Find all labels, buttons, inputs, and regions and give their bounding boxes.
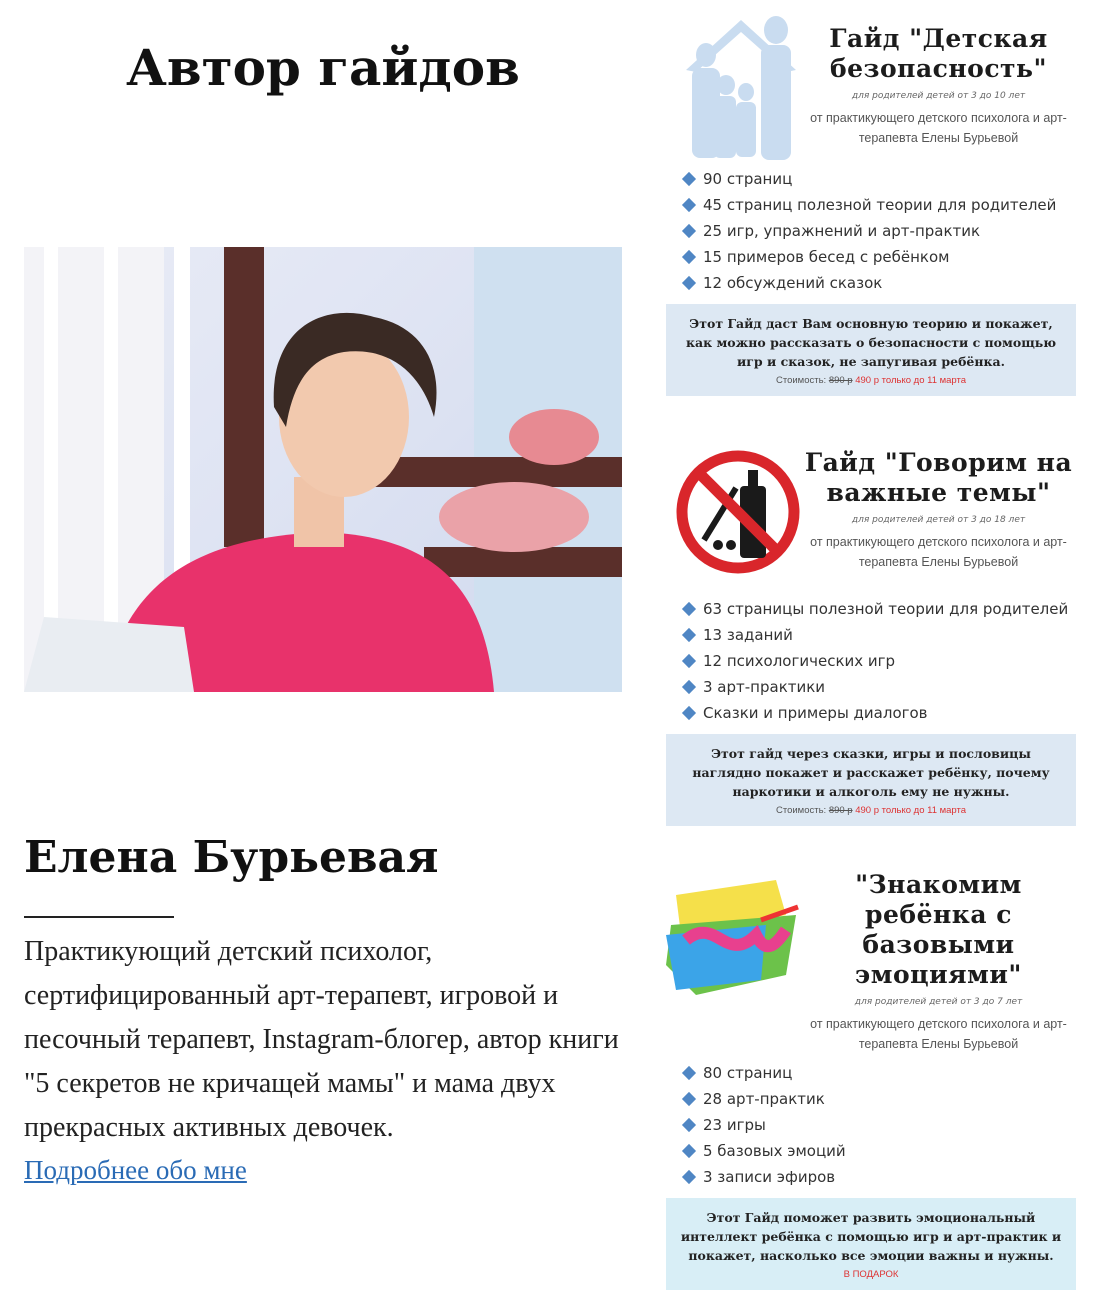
author-name: Елена Бурьевая [24, 832, 439, 883]
prohibition-sign-icon [676, 450, 811, 590]
guide-card-safety[interactable] [666, 10, 1076, 396]
feature-text: 45 страниц полезной теории для родителей [703, 196, 1057, 214]
list-item [684, 596, 1076, 622]
guides-column [666, 10, 1076, 1290]
divider [24, 916, 174, 918]
feature-text: 13 заданий [703, 626, 793, 644]
guide-description: Этот Гайд даст Вам основную теорию и покажет, как можно рассказать о безопасности с помощью игр и сказок, не запугивая ребёнка. [685, 316, 1057, 369]
diamond-bullet-icon [682, 198, 696, 212]
diamond-bullet-icon [682, 602, 696, 616]
feature-text: 3 записи эфиров [703, 1168, 836, 1186]
price-label: Стоимость: [775, 375, 827, 386]
guide-card-important-topics[interactable] [666, 440, 1076, 826]
list-item [684, 1060, 1076, 1086]
feature-text: 15 примеров бесед с ребёнком [703, 248, 950, 266]
guide-card-emotions[interactable] [666, 870, 1076, 1290]
feature-text: 63 страницы полезной теории для родителей [703, 600, 1069, 618]
price [680, 804, 1062, 818]
feature-text: 25 игр, упражнений и арт-практик [703, 222, 981, 240]
feature-text: 12 психологических игр [703, 652, 896, 670]
guide-description: Этот гайд через сказки, игры и пословицы наглядно покажет и расскажет ребёнку, почему наркотики и алкоголь ему не нужны. [692, 746, 1050, 799]
paint-strokes-icon [666, 875, 801, 1005]
diamond-bullet-icon [682, 1118, 696, 1132]
diamond-bullet-icon [682, 1144, 696, 1158]
gift-text: В ПОДАРОК [843, 1269, 899, 1280]
guide-audience: для родителей детей от 3 до 10 лет [851, 91, 1026, 101]
guide-header [666, 440, 1076, 590]
list-item [684, 1086, 1076, 1112]
diamond-bullet-icon [682, 654, 696, 668]
guide-audience: для родителей детей от 3 до 18 лет [851, 515, 1026, 525]
list-item [684, 244, 1076, 270]
feature-text: 5 базовых эмоций [703, 1142, 846, 1160]
guide-title: Гайд "Говорим на важные темы" [804, 448, 1073, 507]
guide-author: от практикующего детского психолога и арт-терапевта Елены Бурьевой [810, 111, 1067, 145]
guide-author: от практикующего детского психолога и арт-терапевта Елены Бурьевой [810, 535, 1067, 569]
more-about-me-link[interactable]: Подробнее обо мне [24, 1155, 247, 1185]
list-item [684, 622, 1076, 648]
list-item [684, 648, 1076, 674]
diamond-bullet-icon [682, 1066, 696, 1080]
list-item [684, 270, 1076, 296]
page-title: Автор гайдов [126, 38, 520, 97]
old-price: 890 р [828, 375, 853, 386]
diamond-bullet-icon [682, 706, 696, 720]
diamond-bullet-icon [682, 224, 696, 238]
guide-audience: для родителей детей от 3 до 7 лет [854, 997, 1023, 1007]
price [680, 374, 1062, 388]
feature-text: 3 арт-практики [703, 678, 826, 696]
feature-text: 23 игры [703, 1116, 766, 1134]
diamond-bullet-icon [682, 1170, 696, 1184]
list-item [684, 1112, 1076, 1138]
guide-author: от практикующего детского психолога и арт-терапевта Елены Бурьевой [810, 1017, 1067, 1051]
new-price: 490 р только до 11 марта [855, 375, 967, 386]
guide-description-box [666, 734, 1076, 826]
diamond-bullet-icon [682, 276, 696, 290]
guide-description-box [666, 1198, 1076, 1290]
list-item [684, 1138, 1076, 1164]
feature-text: 80 страниц [703, 1064, 793, 1082]
feature-text: 12 обсуждений сказок [703, 274, 883, 292]
guide-title: "Знакомим ребёнка с базовыми эмоциями" [855, 870, 1022, 989]
guide-header [666, 10, 1076, 160]
guide-header [666, 870, 1076, 1054]
list-item [684, 166, 1076, 192]
feature-list [684, 166, 1076, 296]
feature-text: Сказки и примеры диалогов [703, 704, 928, 722]
feature-list [684, 596, 1076, 726]
feature-text: 28 арт-практик [703, 1090, 825, 1108]
author-bio: Практикующий детский психолог, сертифицированный арт-терапевт, игровой и песочный терапевт, Instagram-блогер, автор книги "5 секретов не кричащей мамы" и мама двух прекрасных активных девочек. [24, 936, 619, 1143]
diamond-bullet-icon [682, 1092, 696, 1106]
list-item [684, 192, 1076, 218]
diamond-bullet-icon [682, 250, 696, 264]
list-item [684, 1164, 1076, 1190]
diamond-bullet-icon [682, 680, 696, 694]
list-item [684, 674, 1076, 700]
new-price: 490 р только до 11 марта [855, 805, 967, 816]
feature-list [684, 1060, 1076, 1190]
family-silhouette-icon [666, 10, 801, 165]
diamond-bullet-icon [682, 172, 696, 186]
guide-description: Этот Гайд поможет развить эмоциональный интеллект ребёнка с помощью игр и арт-практик и покажет, насколько все эмоции важны и нужны. [680, 1210, 1062, 1263]
feature-text: 90 страниц [703, 170, 793, 188]
price-label: Стоимость: [775, 805, 827, 816]
list-item [684, 218, 1076, 244]
author-info [24, 830, 634, 1188]
diamond-bullet-icon [682, 628, 696, 642]
guide-description-box [666, 304, 1076, 396]
author-photo [24, 247, 622, 692]
old-price: 890 р [828, 805, 853, 816]
list-item [684, 700, 1076, 726]
guide-title: Гайд "Детская безопасность" [829, 24, 1048, 83]
